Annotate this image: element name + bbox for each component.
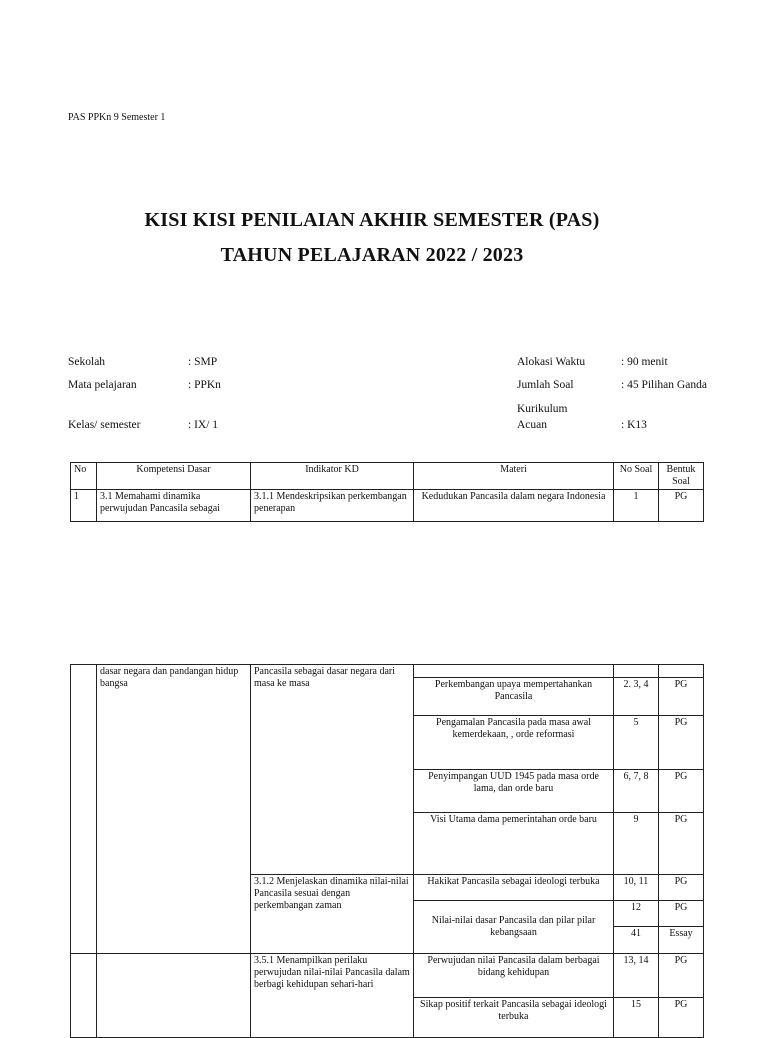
cell-bentuk-empty [659,665,704,678]
header-kompetensi-dasar: Kompetensi Dasar [97,463,251,490]
cell-bentuk: PG [659,813,704,875]
cell-no-soal: 10, 11 [614,875,659,901]
info-value-jumlah: : 45 Pilihan Ganda [621,379,707,391]
info-label-mapel: Mata pelajaran [68,379,137,391]
cell-materi: Hakikat Pancasila sebagai ideologi terbuka [414,875,614,901]
cell-materi: Penyimpangan UUD 1945 pada masa orde lama, dan orde baru [414,770,614,813]
cell-materi: Pengamalan Pancasila pada masa awal kemerdekaan, , orde reformasi [414,716,614,770]
cell-bentuk: PG [659,998,704,1038]
page-header-note: PAS PPKn 9 Semester 1 [68,112,166,123]
cell-kd-blank [97,954,251,1038]
cell-indikator-cont: Pancasila sebagai dasar negara dari masa ke masa [251,665,414,875]
document-title: KISI KISI PENILAIAN AKHIR SEMESTER (PAS) [144,209,600,231]
header-no-soal: No Soal [614,463,659,490]
cell-no-soal: 12 [614,901,659,927]
cell-no-soal: 6, 7, 8 [614,770,659,813]
info-label-acuan: Acuan [517,419,548,431]
cell-no-soal: 15 [614,998,659,1038]
info-label-alokasi: Alokasi Waktu [517,356,586,368]
cell-materi: Visi Utama dama pemerintahan orde baru [414,813,614,875]
cell-no-soal: 41 [614,927,659,954]
cell-indikator: 3.1.1 Mendeskripsikan perkembangan penerapan [251,490,414,522]
document-subtitle: TAHUN PELAJARAN 2022 / 2023 [220,244,524,266]
header-no: No [71,463,97,490]
cell-kd: 3.1 Memahami dinamika perwujudan Pancasila sebagai [97,490,251,522]
cell-bentuk: PG [659,678,704,716]
cell-no-cont [71,665,97,954]
table-row [71,954,704,998]
cell-materi: Sikap positif terkait Pancasila sebagai ideologi terbuka [414,998,614,1038]
cell-bentuk: PG [659,490,704,522]
cell-bentuk: PG [659,716,704,770]
info-value-kelas: : IX/ 1 [188,419,219,431]
cell-bentuk: PG [659,770,704,813]
info-label-sekolah: Sekolah [68,356,106,368]
cell-kd-cont: dasar negara dan pandangan hidup bangsa [97,665,251,954]
cell-materi: Kedudukan Pancasila dalam negara Indonesia [414,490,614,522]
cell-bentuk: Essay [659,927,704,954]
cell-indikator-351: 3.5.1 Menampilkan perilaku perwujudan nilai-nilai Pancasila dalam berbagi kehidupan sehari-hari [251,954,414,1038]
cell-no-blank [71,954,97,1038]
info-value-mapel: : PPKn [188,379,221,391]
info-label-kurikulum: Kurikulum [517,403,568,415]
table-header-row [71,463,704,490]
info-label-jumlah: Jumlah Soal [517,379,574,391]
info-value-alokasi: : 90 menit [621,356,668,368]
cell-materi: Perwujudan nilai Pancasila dalam berbagai bidang kehidupan [414,954,614,998]
kisi-table-continued [70,664,704,1038]
info-label-kelas: Kelas/ semester [68,419,141,431]
cell-materi: Perkembangan upaya mempertahankan Pancasila [414,678,614,716]
cell-no-soal: 13, 14 [614,954,659,998]
cell-bentuk: PG [659,901,704,927]
header-bentuk-soal: Bentuk Soal [659,463,704,490]
header-indikator-kd: Indikator KD [251,463,414,490]
header-materi: Materi [414,463,614,490]
cell-bentuk: PG [659,875,704,901]
cell-no-soal: 5 [614,716,659,770]
cell-materi: Nilai-nilai dasar Pancasila dan pilar pilar kebangsaan [414,901,614,954]
cell-no-soal: 1 [614,490,659,522]
info-value-kurikulum: : K13 [621,419,647,431]
cell-bentuk: PG [659,954,704,998]
table-row [71,665,704,678]
cell-no-soal-empty [614,665,659,678]
kisi-table [70,462,704,522]
info-value-sekolah: : SMP [188,356,218,368]
cell-materi-empty [414,665,614,678]
cell-no: 1 [71,490,97,522]
cell-no-soal: 2. 3, 4 [614,678,659,716]
cell-indikator-312: 3.1.2 Menjelaskan dinamika nilai-nilai Pancasila sesuai dengan perkembangan zaman [251,875,414,954]
table-row [71,490,704,522]
cell-no-soal: 9 [614,813,659,875]
